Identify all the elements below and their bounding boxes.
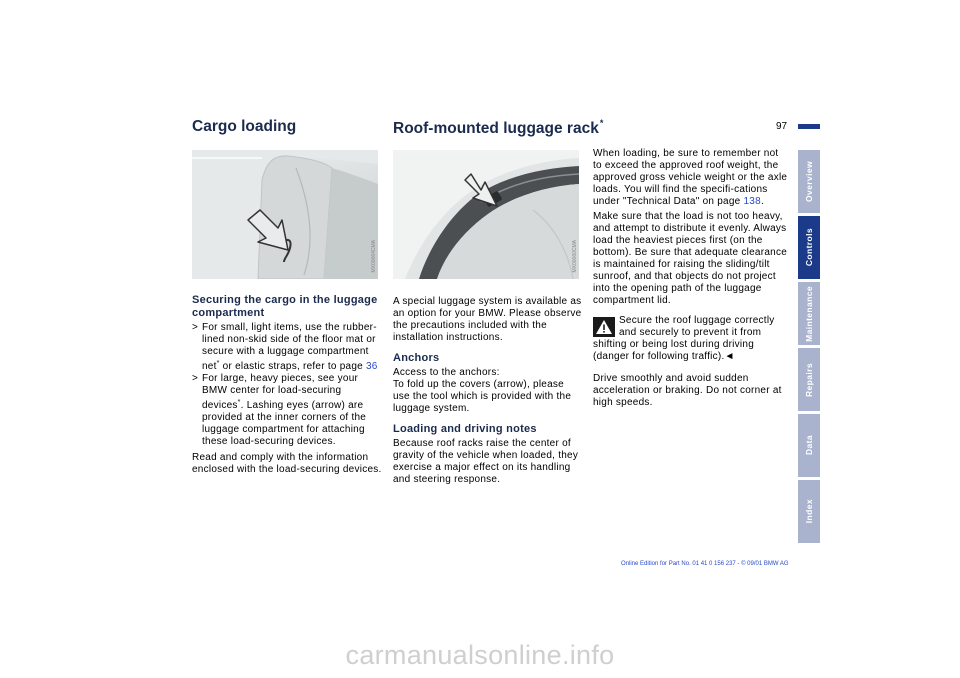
page-number: 97 xyxy=(776,121,788,132)
column-loading-notes xyxy=(593,148,788,412)
bullet-marker: > xyxy=(192,322,199,333)
image-code: MX00064CMA xyxy=(371,240,377,273)
watermark: carmanualsonline.info xyxy=(345,640,615,670)
image-code: MX00060CMA xyxy=(572,240,578,273)
paragraph-drive-smoothly: Drive smoothly and avoid sudden acceleration or braking. Do not corner at high speeds. xyxy=(593,373,782,408)
subheading-loading-driving: Loading and driving notes xyxy=(393,423,537,435)
paragraph-loading: Because roof racks raise the center of gravity of the vehicle when loaded, they exercise a major effect on its handling and steering response. xyxy=(393,438,579,485)
subheading-anchors: Anchors xyxy=(393,352,440,364)
warning-triangle-icon xyxy=(593,317,615,337)
paragraph-comply: Read and comply with the information enclosed with the load-securing devices. xyxy=(192,452,382,475)
tab-controls[interactable]: Controls xyxy=(798,216,820,279)
paragraph-distribute-load: Make sure that the load is not too heavy, and attempt to distribute it evenly. Always load the heaviest pieces first (on the bottom). Be sure that adequate clearance is maintained for raising the sliding/tilt sunroof, and that objects do not project into the opening path of the luggage compartment lid. xyxy=(593,211,788,306)
column-roof-rack xyxy=(393,296,583,489)
tab-data[interactable]: Data xyxy=(798,414,820,477)
tab-overview[interactable]: Overview xyxy=(798,150,820,213)
page-number-bar xyxy=(798,124,820,129)
tab-maintenance[interactable]: Maintenance xyxy=(798,282,820,345)
paragraph-anchors: To fold up the covers (arrow), please use the tool which is provided with the luggage system. xyxy=(393,379,572,414)
section-title-cargo-loading: Cargo loading xyxy=(192,118,297,135)
paragraph-intro: A special luggage system is available as an option for your BMW. Please observe the precautions included with the installation instructions. xyxy=(393,296,582,343)
tab-repairs[interactable]: Repairs xyxy=(798,348,820,411)
optional-star: * xyxy=(599,118,604,128)
bullet-marker: > xyxy=(192,373,199,384)
subheading-securing-cargo: Securing the cargo in the luggage compartment xyxy=(192,294,378,319)
paragraph-roof-weight: When loading, be sure to remember not to exceed the approved roof weight, the approved gross vehicle weight or the axle loads. You will find the specifi-cations under "Technical Data" on page 138. xyxy=(593,148,788,207)
anchors-line: Access to the anchors: xyxy=(393,367,500,378)
page-link-138[interactable]: 138 xyxy=(743,196,761,207)
column-cargo-securing xyxy=(192,294,382,479)
footer-edition-note: Online Edition for Part No. 01 41 0 156 237 - © 09/01 BMW AG xyxy=(621,561,789,567)
list-item: > For small, light items, use the rubber-lined non-skid side of the floor mat or secure with a luggage compartment net* or elastic straps, refer to page 36 xyxy=(192,322,378,372)
luggage-compartment-image xyxy=(192,150,378,279)
tab-index[interactable]: Index xyxy=(798,480,820,543)
list-item: > For large, heavy pieces, see your BMW center for load-securing devices*. Lashing eyes (arrow) are provided at the inner corners of the luggage compartment for attaching these load-securing devices. xyxy=(192,373,367,447)
roof-anchor-image xyxy=(393,150,579,279)
section-title-roof-rack: Roof-mounted luggage rack* xyxy=(393,118,604,137)
warning-note: Secure the roof luggage correctly and securely to prevent it from shifting or being lost during driving (danger for following traffic).◄ xyxy=(593,315,775,362)
end-marker: ◄ xyxy=(724,351,735,362)
page-link-36[interactable]: 36 xyxy=(365,361,378,372)
